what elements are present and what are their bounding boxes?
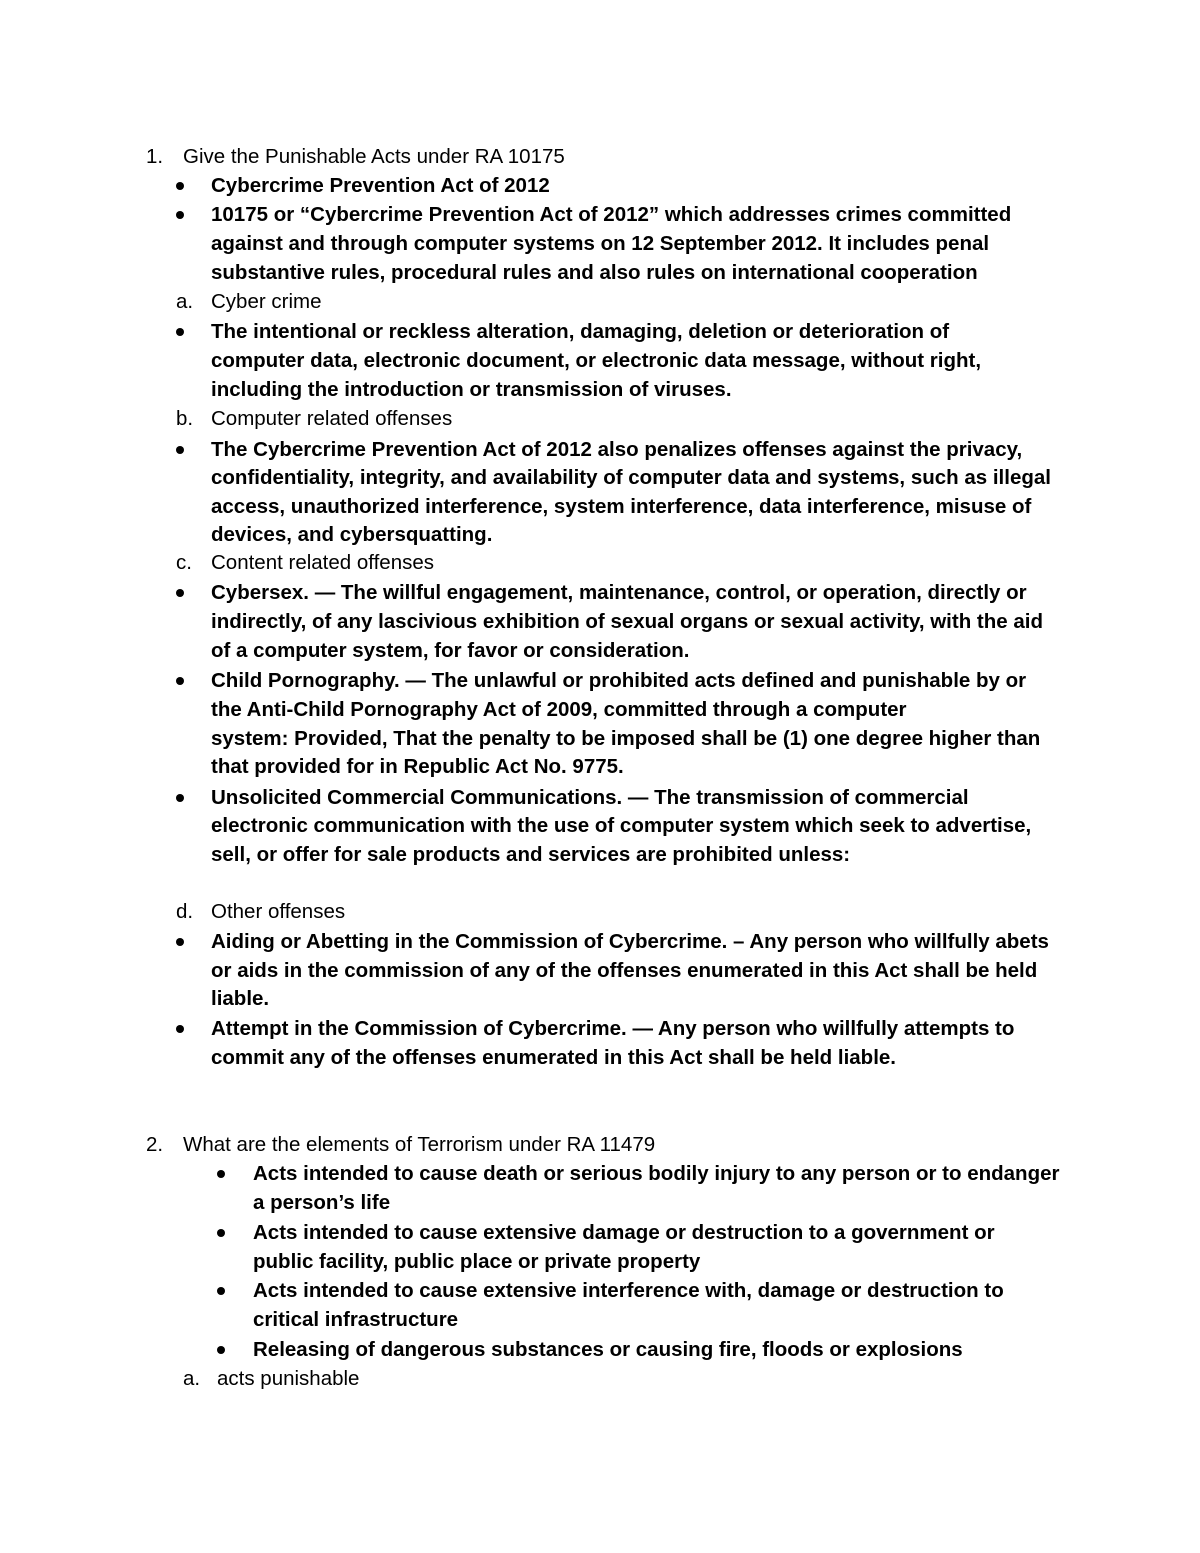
- q1-d-bullet-2-line-2: commit any of the offenses enumerated in this Act shall be held liable.: [211, 1046, 896, 1069]
- q2-bullet-2-line-1: Acts intended to cause extensive damage or destruction to a government or: [253, 1221, 995, 1244]
- bullet-icon: [217, 1170, 225, 1178]
- q1-c-bullet-1-line-3: of a computer system, for favor or consideration.: [211, 639, 690, 662]
- q2-title: What are the elements of Terrorism under RA 11479: [183, 1133, 656, 1156]
- bullet-icon: [176, 446, 184, 454]
- bullet-icon: [217, 1229, 225, 1237]
- q1-intro-bullet-2-line-3: substantive rules, procedural rules and also rules on international cooperation: [211, 261, 978, 284]
- q1-a-marker: a.: [176, 290, 194, 313]
- q1-c-bullet-2-line-4: that provided for in Republic Act No. 9775.: [211, 755, 624, 778]
- bullet-icon: [217, 1287, 225, 1295]
- q2-bullet-3-line-2: critical infrastructure: [253, 1308, 459, 1331]
- q2-a-heading: acts punishable: [217, 1367, 360, 1390]
- bullet-icon: [217, 1346, 225, 1354]
- q1-c-bullet-3-line-3: sell, or offer for sale products and services are prohibited unless:: [211, 843, 851, 866]
- bullet-icon: [176, 589, 184, 597]
- bullet-icon: [176, 211, 184, 219]
- q2-bullet-4-line-1: Releasing of dangerous substances or causing fire, floods or explosions: [253, 1338, 963, 1361]
- q1-a-bullet-line-3: including the introduction or transmission of viruses.: [211, 378, 732, 401]
- bullet-icon: [176, 1025, 184, 1033]
- q1-d-marker: d.: [176, 900, 194, 923]
- q2-bullet-3-line-1: Acts intended to cause extensive interference with, damage or destruction to: [253, 1279, 1004, 1302]
- q2-bullet-2-line-2: public facility, public place or private property: [253, 1250, 701, 1273]
- q1-d-bullet-1-line-1: Aiding or Abetting in the Commission of Cybercrime. – Any person who willfully abets: [211, 930, 1049, 953]
- bullet-icon: [176, 938, 184, 946]
- q1-title: Give the Punishable Acts under RA 10175: [183, 145, 565, 168]
- bullet-icon: [176, 677, 184, 685]
- q1-d-bullet-1-line-2: or aids in the commission of any of the offenses enumerated in this Act shall be held: [211, 959, 1038, 982]
- q1-b-bullet-line-4: devices, and cybersquatting.: [211, 523, 493, 546]
- q1-intro-bullet-1: Cybercrime Prevention Act of 2012: [211, 174, 550, 197]
- q1-intro-bullet-2-line-1: 10175 or “Cybercrime Prevention Act of 2012” which addresses crimes committed: [211, 203, 1012, 226]
- q1-b-bullet-line-3: access, unauthorized interference, system interference, data interference, misuse of: [211, 495, 1032, 518]
- q1-b-marker: b.: [176, 407, 194, 430]
- q1-a-heading: Cyber crime: [211, 290, 322, 313]
- q1-b-bullet-line-1: The Cybercrime Prevention Act of 2012 also penalizes offenses against the privacy,: [211, 438, 1023, 461]
- q1-intro-bullet-2-line-2: against and through computer systems on 12 September 2012. It includes penal: [211, 232, 990, 255]
- q1-c-heading: Content related offenses: [211, 551, 434, 574]
- q2-bullet-1-line-2: a person’s life: [253, 1191, 391, 1214]
- q1-c-bullet-2-line-2: the Anti-Child Pornography Act of 2009, committed through a computer: [211, 698, 907, 721]
- q1-b-heading: Computer related offenses: [211, 407, 453, 430]
- bullet-icon: [176, 328, 184, 336]
- q1-a-bullet-line-2: computer data, electronic document, or electronic data message, without right,: [211, 349, 982, 372]
- q1-c-bullet-1-line-2: indirectly, of any lascivious exhibition of sexual organs or sexual activity, with the aid: [211, 610, 1043, 633]
- q2-a-marker: a.: [183, 1367, 201, 1390]
- q1-c-bullet-2-line-3: system: Provided, That the penalty to be imposed shall be (1) one degree higher than: [211, 727, 1041, 750]
- q1-d-heading: Other offenses: [211, 900, 346, 923]
- q2-bullet-1-line-1: Acts intended to cause death or serious bodily injury to any person or to endanger: [253, 1162, 1060, 1185]
- q1-c-bullet-1-line-1: Cybersex. — The willful engagement, maintenance, control, or operation, directly or: [211, 581, 1027, 604]
- q2-number: 2.: [146, 1133, 164, 1156]
- q1-d-bullet-2-line-1: Attempt in the Commission of Cybercrime. — Any person who willfully attempts to: [211, 1017, 1015, 1040]
- bullet-icon: [176, 182, 184, 190]
- q1-c-bullet-3-line-1: Unsolicited Commercial Communications. — The transmission of commercial: [211, 786, 969, 809]
- bullet-icon: [176, 794, 184, 802]
- q1-a-bullet-line-1: The intentional or reckless alteration, damaging, deletion or deterioration of: [211, 320, 950, 343]
- q1-number: 1.: [146, 145, 164, 168]
- q1-b-bullet-line-2: confidentiality, integrity, and availability of computer data and systems, such as illegal: [211, 466, 1051, 489]
- q1-c-marker: c.: [176, 551, 192, 574]
- q1-d-bullet-1-line-3: liable.: [211, 987, 270, 1010]
- q1-c-bullet-2-line-1: Child Pornography. — The unlawful or prohibited acts defined and punishable by or: [211, 669, 1027, 692]
- q1-c-bullet-3-line-2: electronic communication with the use of computer system which seek to advertise,: [211, 814, 1032, 837]
